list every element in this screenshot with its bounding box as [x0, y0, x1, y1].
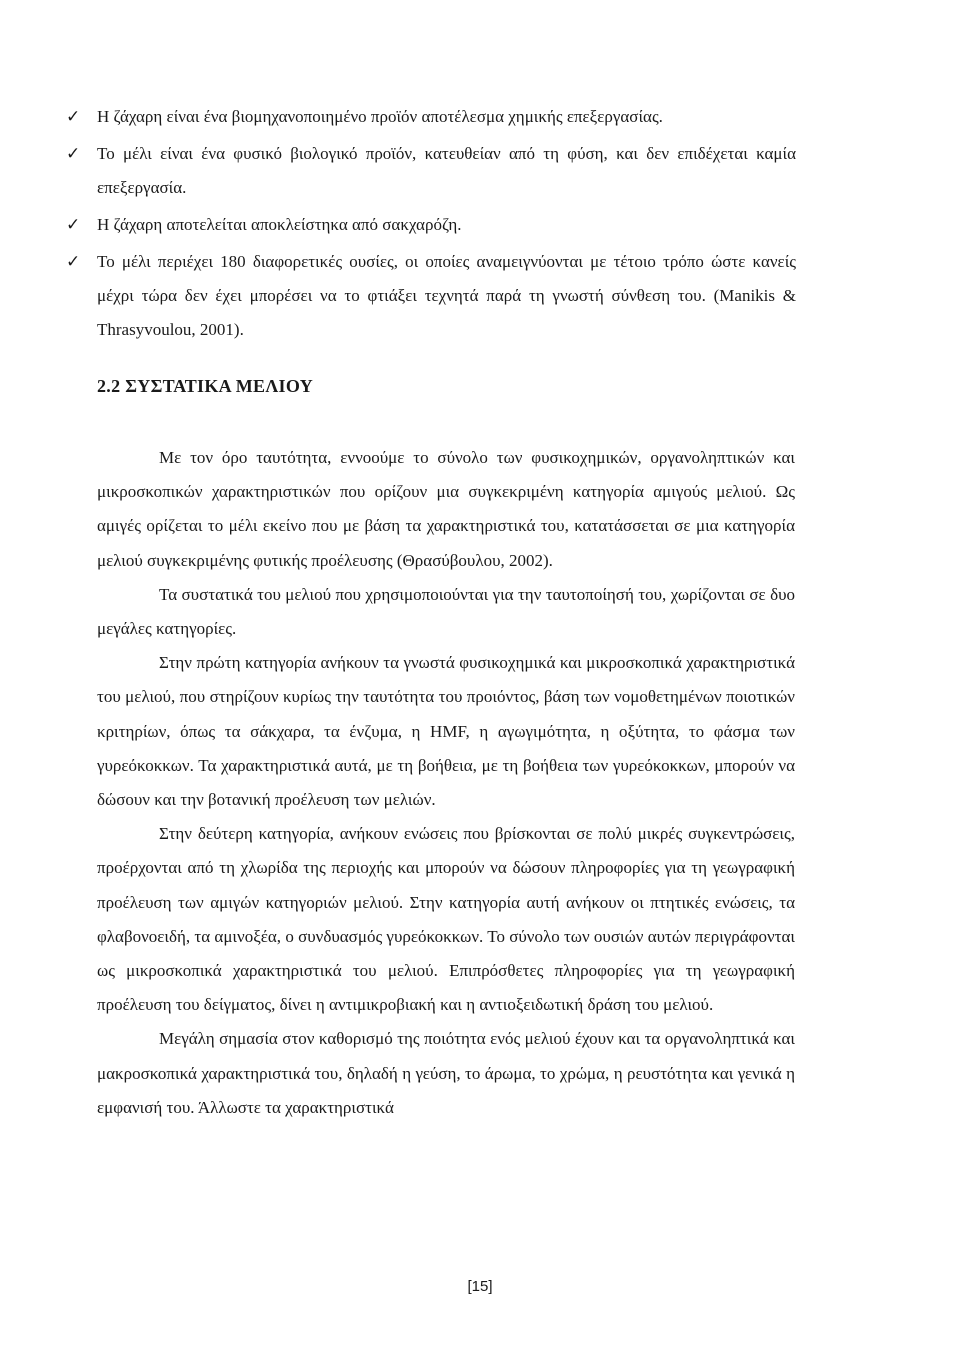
check-icon: ✓: [66, 252, 81, 272]
bullet-item: [66, 100, 796, 134]
check-icon: ✓: [66, 215, 81, 235]
bullet-text: Η ζάχαρη είναι ένα βιομηχανοποιημένο προϊόν αποτέλεσμα χημικής επεξεργασίας.: [97, 107, 663, 126]
paragraph: Τα συστατικά του μελιού που χρησιμοποιούνται για την ταυτοποίησή του, χωρίζονται σε δυο μεγάλες κατηγορίες.: [97, 584, 795, 639]
check-icon: ✓: [66, 107, 81, 127]
bullet-text: Το μέλι είναι ένα φυσικό βιολογικό προϊόν, κατευθείαν από τη φύση, και δεν επιδέχεται καμία επεξεργασία.: [97, 144, 796, 197]
bullet-item: [66, 245, 796, 347]
body-text: [97, 441, 795, 1125]
section-heading: 2.2 ΣΥΣΤΑΤΙΚΑ ΜΕΛΙΟΥ: [97, 376, 313, 396]
paragraph: Στην δεύτερη κατηγορία, ανήκουν ενώσεις που βρίσκονται σε πολύ μικρές συγκεντρώσεις, προέρχονται από τη χλωρίδα της περιοχής και μπορούν να δώσουν πληροφορίες για τη γεωγραφική προέλευση των αμιγών κατηγοριών μελιού. Στην κατηγορία αυτή ανήκουν οι πτητικές ενώσεις, τα φλαβονοειδή, τα αμινοξέα, ο συνδυασμός γυρεόκοκκων. Το σύνολο των ουσιών αυτών περιγράφονται ως μικροσκοπικά χαρακτηριστικά του μελιού. Επιπρόσθετες πληροφορίες για τη γεωγραφική προέλευση του δείγματος, δίνει η αντιμικροβιακή και η αντιοξειδωτική δράση του μελιού.: [97, 824, 795, 1015]
paragraph: Στην πρώτη κατηγορία ανήκουν τα γνωστά φυσικοχημικά και μικροσκοπικά χαρακτηριστικά του μελιού, που στηρίζουν κυρίως την ταυτότητα του προιόντος, βάση των νομοθετημένων ποιοτικών κριτηρίων, όπως τα σάκχαρα, τα ένζυμα, η HMF, η αγωγιμότητα, η οξύτητα, το φάσμα των γυρεόκοκκων. Τα χαρακτηριστικά αυτά, με τη βοήθεια, με τη βοήθεια των γυρεόκοκκων, μπορούν να δώσουν και την βοτανική προέλευση των μελιών.: [97, 653, 795, 810]
page-number: [15]: [467, 1278, 493, 1295]
bullet-item: [66, 208, 796, 242]
bullet-text: Το μέλι περιέχει 180 διαφορετικές ουσίες, οι οποίες αναμειγνύονται με τέτοιο τρόπο ώστε κανείς μέχρι τώρα δεν έχει μπορέσει να το φτιάξει τεχνητά παρά τη γνωστή σύνθεση του. (Manikis & Thrasyvoulou, 2001).: [97, 252, 796, 339]
paragraph: Με τον όρο ταυτότητα, εννοούμε το σύνολο των φυσικοχημικών, οργανοληπτικών και μικροσκοπικών χαρακτηριστικών που ορίζουν μια συγκεκριμένη κατηγορία αμιγούς μελιού. Ως αμιγές ορίζεται το μέλι εκείνο που με βάση τα χαρακτηριστικά του, κατατάσσεται σε μια κατηγορία μελιού συγκεκριμένης φυτικής προέλευσης (Θρασύβουλου, 2002).: [97, 448, 795, 570]
bullet-item: [66, 137, 796, 205]
bullet-text: Η ζάχαρη αποτελείται αποκλείστηκα από σακχαρόζη.: [97, 215, 462, 234]
paragraph: Μεγάλη σημασία στον καθορισμό της ποιότητα ενός μελιού έχουν και τα οργανοληπτικά και μακροσκοπικά χαρακτηριστικά του, δηλαδή η γεύση, το άρωμα, το χρώμα, η ρευστότητα και γενικά η εμφανισή του. Άλλωστε τα χαρακτηριστικά: [97, 1029, 795, 1117]
bullet-list: [66, 100, 796, 350]
check-icon: ✓: [66, 144, 81, 164]
